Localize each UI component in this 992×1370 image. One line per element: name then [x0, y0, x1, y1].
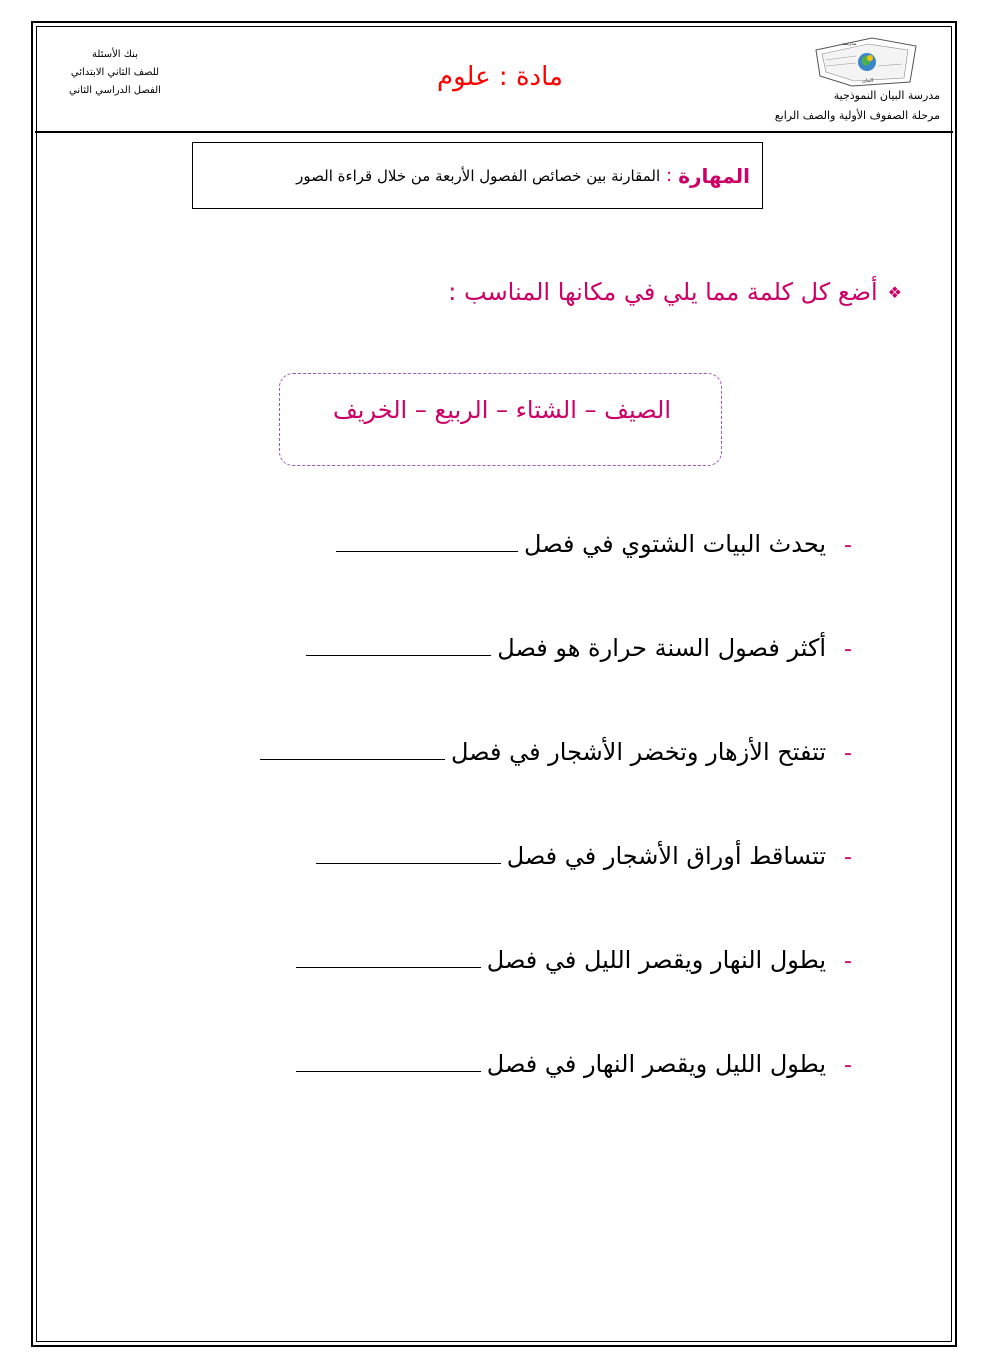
skill-separator: : — [666, 165, 673, 186]
question-dash: - — [844, 1053, 852, 1078]
answer-blank[interactable] — [296, 1070, 481, 1072]
svg-text:البيان: البيان — [862, 78, 874, 84]
question-dash: - — [844, 637, 852, 662]
school-name: مدرسة البيان النموذجية — [833, 89, 940, 102]
question-text: يطول النهار ويقصر الليل في فصل — [486, 946, 827, 974]
instruction — [448, 278, 902, 306]
header-left-info — [40, 46, 190, 100]
word-bank-text: الصيف – الشتاء – الربيع – الخريف — [332, 396, 671, 424]
page-border — [31, 21, 957, 1347]
answer-blank[interactable] — [296, 966, 481, 968]
question-dash: - — [844, 741, 852, 766]
question-item — [260, 738, 852, 766]
question-text: يحدث البيات الشتوي في فصل — [524, 530, 827, 558]
question-text: تتساقط أوراق الأشجار في فصل — [506, 842, 827, 870]
stage-name: مرحلة الصفوف الأولية والصف الرابع — [774, 109, 940, 122]
question-item — [296, 1050, 852, 1078]
skill-box — [192, 142, 763, 209]
answer-blank[interactable] — [260, 758, 445, 760]
grade-label: للصف الثاني الابتدائي — [70, 67, 160, 78]
subject-title: مادة : علوم — [437, 62, 563, 92]
word-bank-box — [279, 373, 722, 466]
question-item — [296, 946, 852, 974]
question-dash: - — [844, 845, 852, 870]
question-dash: - — [844, 533, 852, 558]
diamond-bullet-icon: ❖ — [887, 282, 902, 302]
semester-label: الفصل الدراسي الثاني — [69, 85, 161, 96]
answer-blank[interactable] — [336, 550, 518, 552]
svg-text:مدرسة: مدرسة — [842, 41, 857, 47]
question-item — [306, 634, 852, 662]
question-bank-title: بنك الأسئلة — [92, 49, 138, 60]
header-school-info — [680, 86, 940, 126]
answer-blank[interactable] — [306, 654, 491, 656]
answer-blank[interactable] — [316, 862, 501, 864]
question-text: يطول الليل ويقصر النهار في فصل — [486, 1050, 827, 1078]
instruction-text: أضع كل كلمة مما يلي في مكانها المناسب : — [448, 278, 878, 306]
skill-label: المهارة — [678, 163, 750, 188]
question-item — [316, 842, 852, 870]
question-text: تتفتح الأزهار وتخضر الأشجار في فصل — [450, 738, 827, 766]
question-item — [336, 530, 852, 558]
school-logo — [812, 36, 920, 88]
question-text: أكثر فصول السنة حرارة هو فصل — [497, 634, 827, 662]
skill-text: المقارنة بين خصائص الفصول الأربعة من خلال قراءة الصور — [296, 166, 661, 185]
question-dash: - — [844, 949, 852, 974]
header-divider — [35, 131, 953, 133]
